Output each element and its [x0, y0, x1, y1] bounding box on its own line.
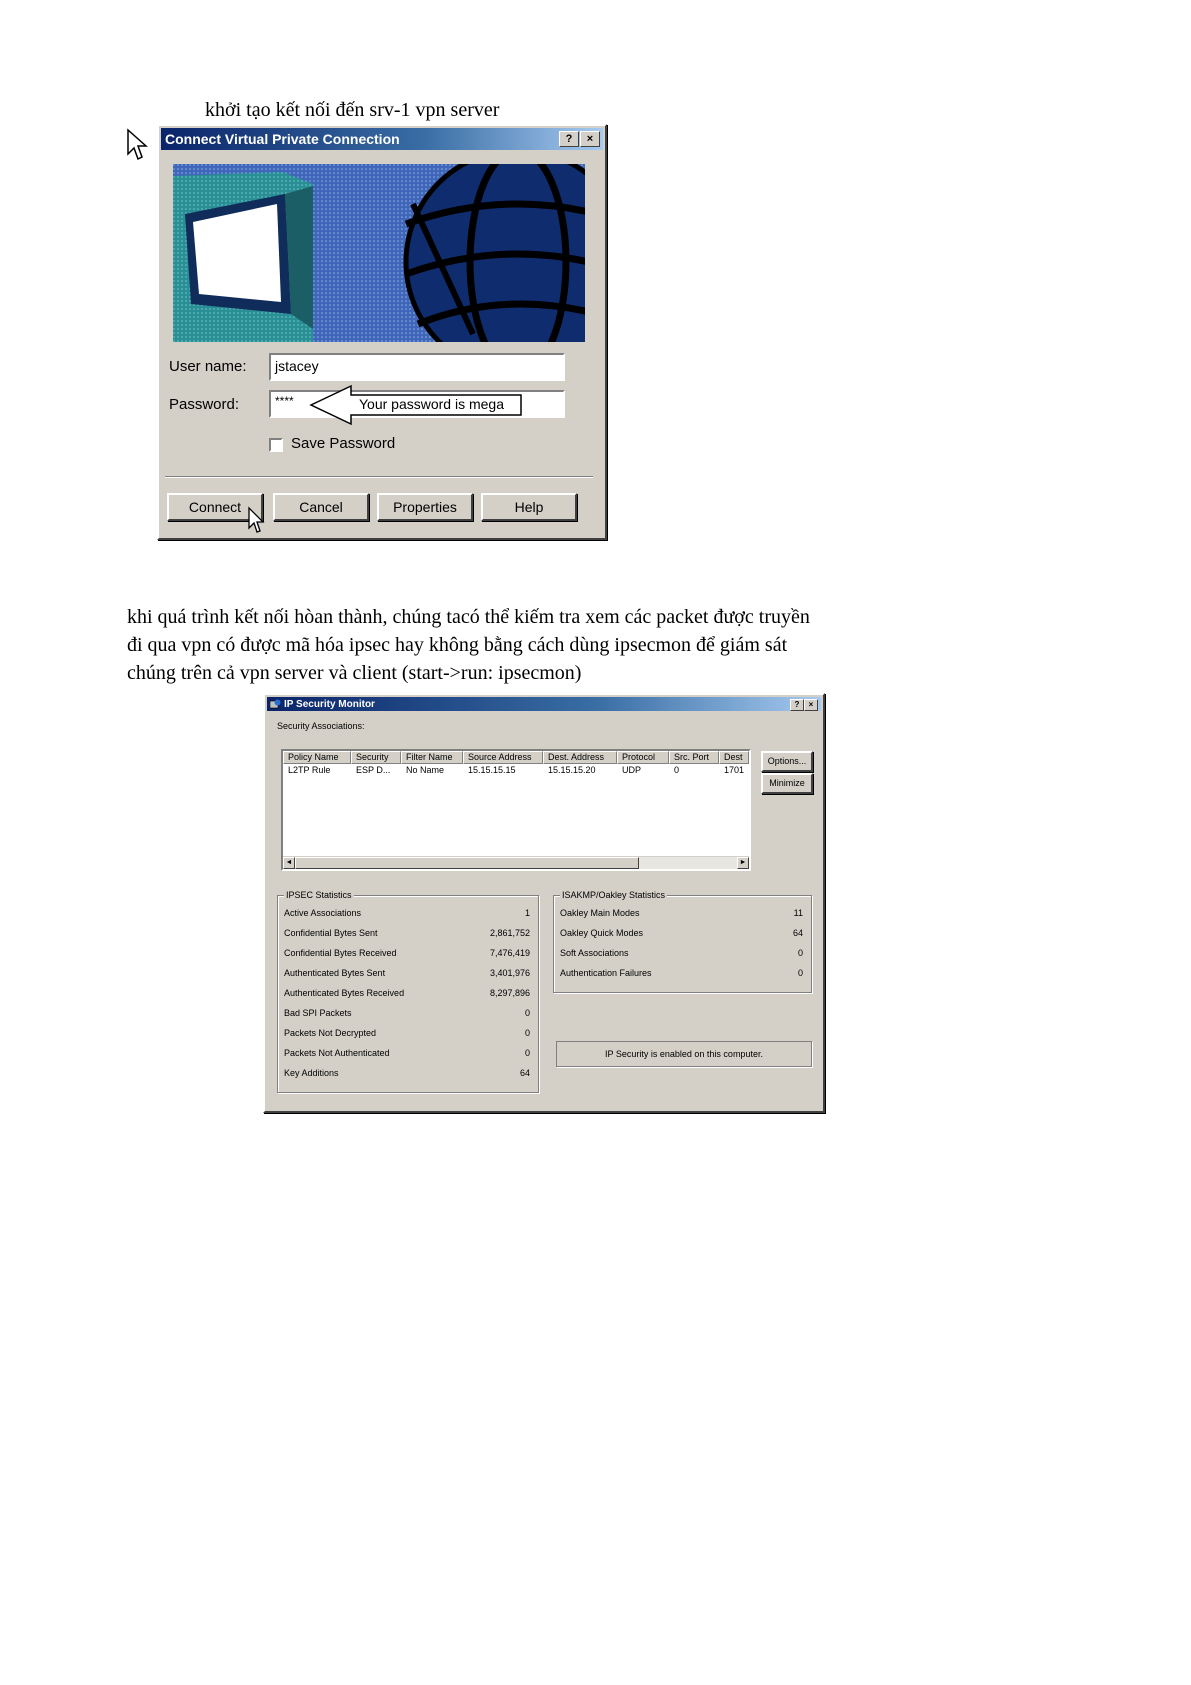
close-title-button[interactable]: × — [804, 699, 818, 711]
dialog-title: Connect Virtual Private Connection — [165, 131, 400, 147]
cancel-button[interactable]: Cancel — [273, 493, 369, 521]
paragraph-line: khi quá trình kết nối hòan thành, chúng tacó thể kiếm tra xem các packet được truyền — [127, 606, 810, 628]
mouse-cursor-icon — [126, 128, 148, 162]
dialog-divider — [165, 476, 593, 478]
isakmp-statistics-group — [553, 890, 812, 993]
statistic-label: Key Additions — [284, 1068, 339, 1078]
help-title-button[interactable]: ? — [790, 699, 804, 711]
vpn-banner-image — [173, 164, 585, 342]
save-password-checkbox[interactable] — [269, 438, 283, 452]
statistic-value: 64 — [792, 928, 803, 938]
statistic-row — [284, 926, 530, 940]
statistic-value: 0 — [524, 1008, 530, 1018]
properties-button[interactable]: Properties — [377, 493, 473, 521]
password-input[interactable]: **** — [269, 390, 565, 418]
table-cell: 15.15.15.15 — [468, 765, 516, 775]
explanation-paragraph — [127, 603, 967, 687]
help-button[interactable]: Help — [481, 493, 577, 521]
statistic-label: Authenticated Bytes Received — [284, 988, 405, 998]
dialog-titlebar[interactable] — [161, 128, 603, 150]
column-header[interactable]: Policy Name — [283, 751, 351, 764]
ip-security-monitor-window — [263, 693, 825, 1113]
statistic-value: 11 — [793, 908, 803, 918]
username-label: User name: — [169, 358, 247, 375]
security-associations-table[interactable] — [281, 749, 751, 871]
password-callout-text: Your password is mega — [359, 396, 505, 412]
window-titlebar[interactable] — [267, 697, 821, 711]
minimize-button[interactable]: Minimize — [761, 773, 813, 794]
statistic-value: 3,401,976 — [489, 968, 530, 978]
column-header[interactable]: Security — [351, 751, 401, 764]
statistic-value: 8,297,896 — [489, 988, 530, 998]
table-row[interactable] — [283, 764, 749, 777]
scrollbar-thumb[interactable] — [295, 857, 639, 869]
horizontal-scrollbar[interactable] — [283, 856, 749, 869]
statistic-value: 2,861,752 — [489, 928, 530, 938]
statistic-row — [284, 1046, 530, 1060]
password-label: Password: — [169, 396, 240, 413]
statistic-label: Confidential Bytes Received — [284, 948, 397, 958]
statistic-label: Packets Not Decrypted — [284, 1028, 377, 1038]
close-title-button[interactable]: × — [580, 131, 600, 147]
statistic-row — [284, 966, 530, 980]
statistic-row — [560, 966, 803, 980]
group-title: IPSEC Statistics — [286, 890, 352, 900]
paragraph-line: chúng trên cả vpn server và client (start->run: ipsecmon) — [127, 662, 582, 684]
statistic-label: Oakley Quick Modes — [560, 928, 644, 938]
statistic-value: 1 — [524, 908, 530, 918]
column-header[interactable]: Source Address — [463, 751, 543, 764]
vpn-connect-dialog — [157, 124, 607, 540]
statistic-label: Oakley Main Modes — [560, 908, 640, 918]
table-cell: 0 — [674, 765, 680, 775]
connect-button[interactable]: Connect — [167, 493, 263, 521]
statistic-row — [284, 1026, 530, 1040]
statistic-row — [560, 906, 803, 920]
statistic-value: 7,476,419 — [489, 948, 530, 958]
column-header[interactable]: Src. Port — [669, 751, 719, 764]
scroll-left-icon[interactable]: ◄ — [283, 857, 295, 869]
window-title: IP Security Monitor — [284, 698, 375, 710]
options-button[interactable]: Options... — [761, 751, 813, 772]
statistic-label: Packets Not Authenticated — [284, 1048, 390, 1058]
table-cell: No Name — [406, 765, 445, 775]
statistic-row — [560, 946, 803, 960]
caption-vpn-connect: khởi tạo kết nối đến srv-1 vpn server — [205, 99, 500, 121]
status-message: IP Security is enabled on this computer. — [556, 1041, 812, 1067]
statistic-value: 0 — [524, 1048, 530, 1058]
table-header — [283, 751, 749, 764]
statistic-value: 0 — [524, 1028, 530, 1038]
paragraph-line: đi qua vpn có được mã hóa ipsec hay không bằng cách dùng ipsecmon để giám sát — [127, 634, 788, 656]
statistic-row — [560, 926, 803, 940]
statistic-label: Active Associations — [284, 908, 362, 918]
statistic-row — [284, 946, 530, 960]
statistic-row — [284, 906, 530, 920]
table-cell: L2TP Rule — [288, 765, 331, 775]
column-header[interactable]: Dest. Address — [543, 751, 617, 764]
statistic-row — [284, 1006, 530, 1020]
table-cell: 1701 — [724, 765, 745, 775]
table-body — [283, 764, 749, 777]
monitor-globe-illustration — [173, 164, 585, 342]
statistic-label: Confidential Bytes Sent — [284, 928, 378, 938]
statistic-label: Authenticated Bytes Sent — [284, 968, 386, 978]
column-header[interactable]: Protocol — [617, 751, 669, 764]
group-title: ISAKMP/Oakley Statistics — [562, 890, 666, 900]
statistic-row — [284, 986, 530, 1000]
table-cell: UDP — [622, 765, 642, 775]
save-password-label: Save Password — [291, 435, 396, 452]
ipsec-statistics-group — [277, 890, 539, 1093]
scroll-right-icon[interactable]: ► — [737, 857, 749, 869]
statistic-label: Bad SPI Packets — [284, 1008, 352, 1018]
statistic-label: Authentication Failures — [560, 968, 652, 978]
statistic-row — [284, 1066, 530, 1080]
column-header[interactable]: Filter Name — [401, 751, 463, 764]
statistic-value: 0 — [797, 968, 803, 978]
column-header[interactable]: Dest — [719, 751, 749, 764]
statistic-value: 0 — [797, 948, 803, 958]
security-associations-label: Security Associations: — [277, 721, 365, 731]
mouse-cursor-icon — [247, 506, 265, 534]
statistic-label: Soft Associations — [560, 948, 629, 958]
username-input[interactable]: jstacey — [269, 353, 565, 381]
table-cell: ESP D... — [356, 765, 391, 775]
table-cell: 15.15.15.20 — [548, 765, 596, 775]
ipsec-app-icon — [270, 699, 281, 710]
statistic-value: 64 — [519, 1068, 530, 1078]
help-title-button[interactable]: ? — [559, 131, 579, 147]
